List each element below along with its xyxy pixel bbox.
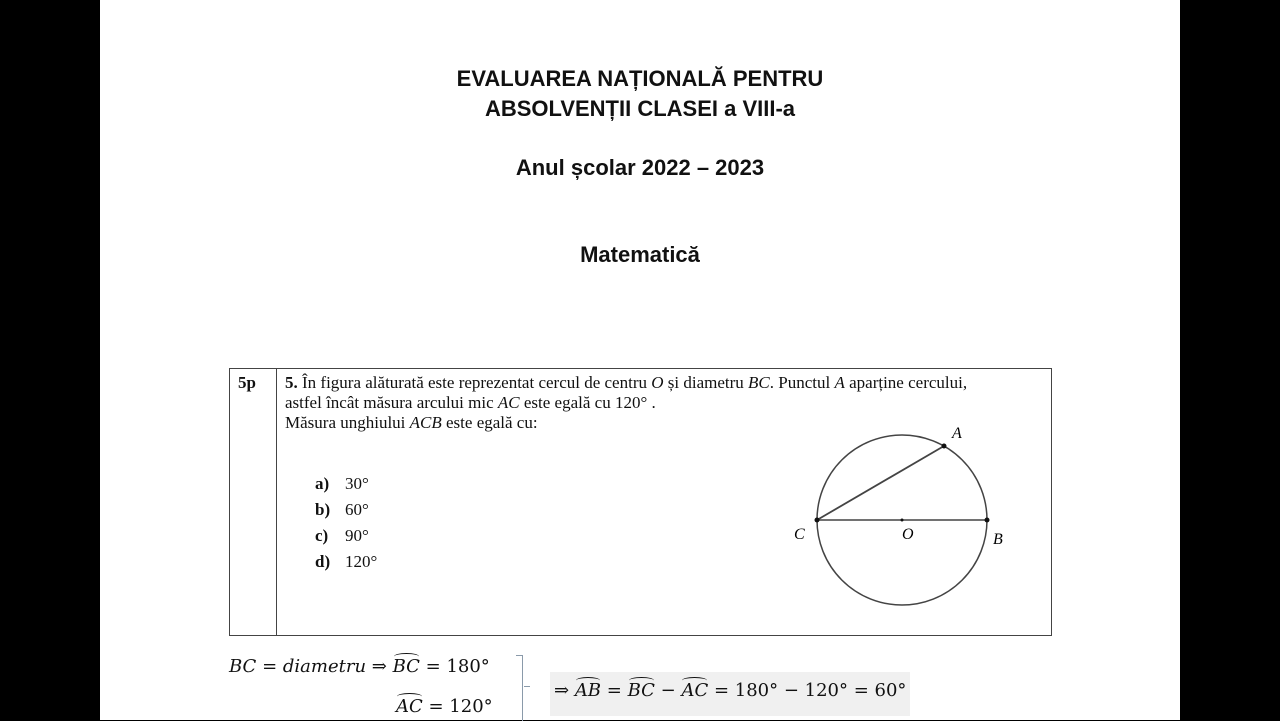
center-o <box>901 519 904 522</box>
problem-line2: astfel încât măsura arcului mic AC este egală cu 120° . <box>285 393 656 412</box>
label-o: O <box>902 526 914 543</box>
label-a: A <box>952 425 962 442</box>
subject: Matematică <box>580 242 700 267</box>
school-year: Anul școlar 2022 – 2023 <box>515 155 765 180</box>
points: 5p <box>230 369 277 636</box>
point-b <box>985 518 990 523</box>
solution-result: ⇒ AB = BC − AC = 180° − 120° = 60° <box>554 680 907 701</box>
document-page <box>100 0 1180 720</box>
problem-line1: 5. În figura alăturată este reprezentat cercul de centru O și diametru BC. Punctul A aparține cercului, <box>285 373 968 392</box>
chord-ac <box>817 446 944 520</box>
label-b: B <box>993 531 1003 548</box>
point-c <box>815 518 820 523</box>
option-c: c) 90° <box>315 526 369 545</box>
title-line2: ABSOLVENȚII CLASEI a VIII-a <box>484 96 796 121</box>
label-c: C <box>794 526 805 543</box>
brace <box>516 655 523 721</box>
option-b: b) 60° <box>315 500 369 519</box>
point-a <box>942 444 947 449</box>
problem-line3: Măsura unghiului ACB este egală cu: <box>285 413 538 432</box>
solution-line2: AC = 120° <box>396 696 493 717</box>
option-a: a) 30° <box>315 474 369 493</box>
title-line1: EVALUAREA NAȚIONALĂ PENTRU <box>456 66 824 91</box>
solution-line1: BC = diametru ⇒ BC = 180° <box>229 656 490 677</box>
circle-figure <box>780 420 1040 620</box>
option-d: d) 120° <box>315 552 378 571</box>
